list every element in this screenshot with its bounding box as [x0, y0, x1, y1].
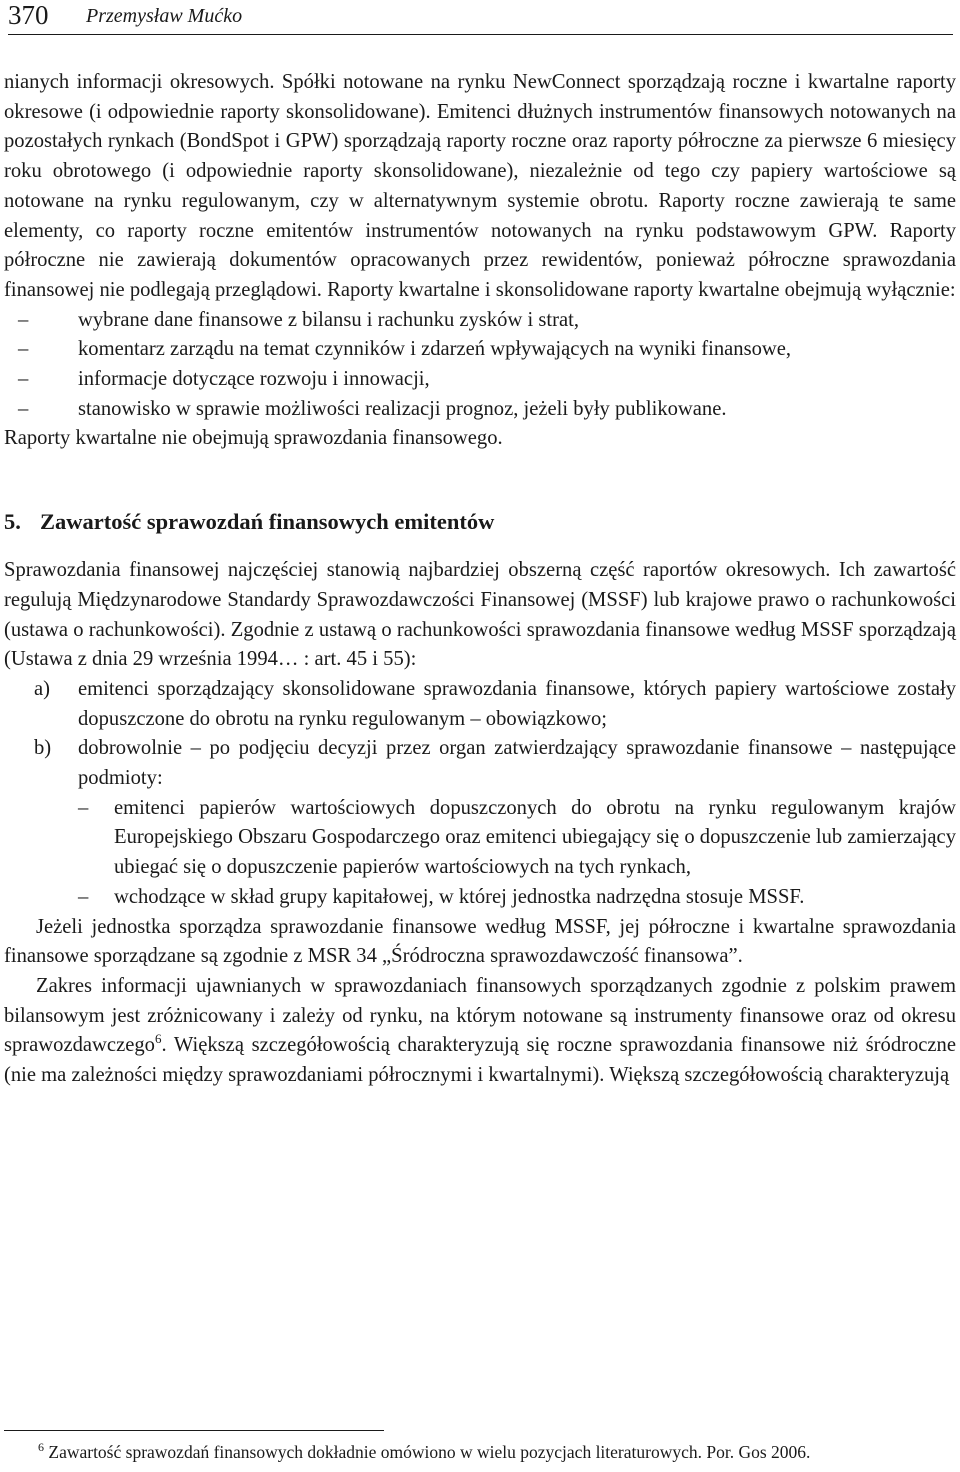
- list-item: [4, 794, 956, 883]
- dash-marker: –: [18, 397, 29, 420]
- list-item-a: [4, 675, 956, 734]
- footnote-reference[interactable]: 6: [154, 1031, 162, 1047]
- paragraph-4: Jeżeli jednostka sporządza sprawozdanie finansowe według MSSF, jej półroczne i kwartalne sprawozdania finansowe sporządzane są zgodnie z MSR 34 „Śródroczna sprawozdawczość finansowa”.: [4, 915, 956, 968]
- list-item-text: informacje dotyczące rozwoju i innowacji,: [78, 368, 430, 391]
- list-item: [4, 335, 956, 365]
- paragraph-5-text: Zakres informacji ujawnianych w sprawozdaniach finansowych sporządzanych zgodnie z polskim prawem bilansowym jest zróżnicowany i zależy od rynku, na którym notowane są instrumenty finansowe oraz od okresu sprawozdawczego: [4, 974, 956, 1057]
- running-header-author: Przemysław Mućko: [86, 5, 243, 27]
- quarterly-report-list: [4, 306, 956, 425]
- footnote: [38, 1440, 958, 1464]
- dash-marker: –: [18, 368, 29, 391]
- list-item-text: stanowisko w sprawie możliwości realizacji prognoz, jeżeli były publikowane.: [78, 397, 727, 420]
- list-item-text: wybrane dane finansowe z bilansu i rachunku zysków i strat,: [78, 308, 579, 331]
- list-item-text: wchodzące w skład grupy kapitałowej, w której jednostka nadrzędna stosuje MSSF.: [114, 885, 805, 908]
- mssf-entities-list: [4, 675, 956, 794]
- section-number: 5.: [4, 509, 21, 535]
- paragraph-2: Raporty kwartalne nie obejmują sprawozdania finansowego.: [4, 427, 503, 450]
- dash-marker: –: [78, 796, 89, 819]
- paragraph-3: Sprawozdania finansowej najczęściej stanowią najbardziej obszerną część raportów okresowych. Ich zawartość regulują Międzynarodowe Standardy Sprawozdawczości Finansowej (MSSF) lub krajowe prawo o rachunkowości (ustawa o rachunkowości). Zgodnie z ustawą o rachunkowości sprawozdania finansowe według MSSF sporządzają (Ustawa z dnia 29 września 1994… : art. 45 i 55):: [4, 559, 956, 671]
- list-item-text: emitenci sporządzający skonsolidowane sprawozdania finansowe, których papiery wartościowe zostały dopuszczone do obrotu na rynku regulowanym – obowiązkowo;: [78, 677, 956, 730]
- paragraph-1: nianych informacji okresowych. Spółki notowane na rynku NewConnect sporządzają roczne i kwartalne raporty okresowe (i odpowiednie raporty skonsolidowane). Emitenci dłużnych instrumentów finansowych notowanych na pozostałych rynkach (BondSpot i GPW) sporządzają raporty roczne oraz raporty półroczne za pierwsze 6 miesięcy roku obrotowego (i odpowiednie raporty skonsolidowane), niezależnie od tego czy papiery wartościowe są notowane na rynku regulowanym, czy w alternatywnym systemie obrotu. Raporty roczne zawierają te same elementy, co raporty roczne emitentów instrumentów notowanych na rynku podstawowym GPW. Raporty półroczne nie zawierają dokumentów opracowanych przez rewidentów, ponieważ półroczne sprawozdania finansowej nie podlegają przeglądowi. Raporty kwartalne i skonsolidowane raporty kwartalne obejmują wyłącznie:: [4, 71, 956, 301]
- list-item: [4, 306, 956, 336]
- list-item: [4, 883, 956, 913]
- list-item-text: komentarz zarządu na temat czynników i zdarzeń wpływających na wyniki finansowe,: [78, 338, 792, 361]
- footnote-text: Zawartość sprawozdań finansowych dokładnie omówiono w wielu pozycjach literaturowych. Por. Gos 2006.: [48, 1442, 811, 1462]
- voluntary-entities-list: [4, 794, 956, 913]
- footnote-number: 6: [38, 1440, 44, 1455]
- page-number: 370: [8, 0, 49, 30]
- paragraph-5-text-continued: . Większą szczegółowością charakteryzują się roczne sprawozdania finansowe niż śródroczne (nie ma zależności między sprawozdaniami półrocznymi i kwartalnymi). Większą szczegółowością charakteryzują: [4, 1034, 956, 1087]
- list-item: [4, 365, 956, 395]
- list-item: [4, 395, 956, 425]
- list-item-b: [4, 734, 956, 793]
- section-title: Zawartość sprawozdań finansowych emitentów: [40, 509, 495, 535]
- running-header: [8, 0, 953, 36]
- dash-marker: –: [78, 885, 89, 908]
- main-text: [4, 68, 956, 1091]
- letter-marker: b): [34, 737, 52, 760]
- dash-marker: –: [18, 308, 29, 331]
- list-item-text: dobrowolnie – po podjęciu decyzji przez organ zatwierdzający sprawozdanie finansowe – następujące podmioty:: [78, 737, 956, 790]
- header-rule: [8, 34, 953, 35]
- paragraph-5: [4, 972, 956, 1091]
- letter-marker: a): [34, 677, 50, 700]
- list-item-text: emitenci papierów wartościowych dopuszczonych do obrotu na rynku regulowanym krajów Europejskiego Obszaru Gospodarczego oraz emitenci ubiegający się o dopuszczenie lub zamierzający ubiegać się o dopuszczenie papierów wartościowych na tych rynkach,: [114, 796, 956, 879]
- footnote-rule: [4, 1430, 384, 1431]
- dash-marker: –: [18, 338, 29, 361]
- section-heading: [4, 506, 956, 538]
